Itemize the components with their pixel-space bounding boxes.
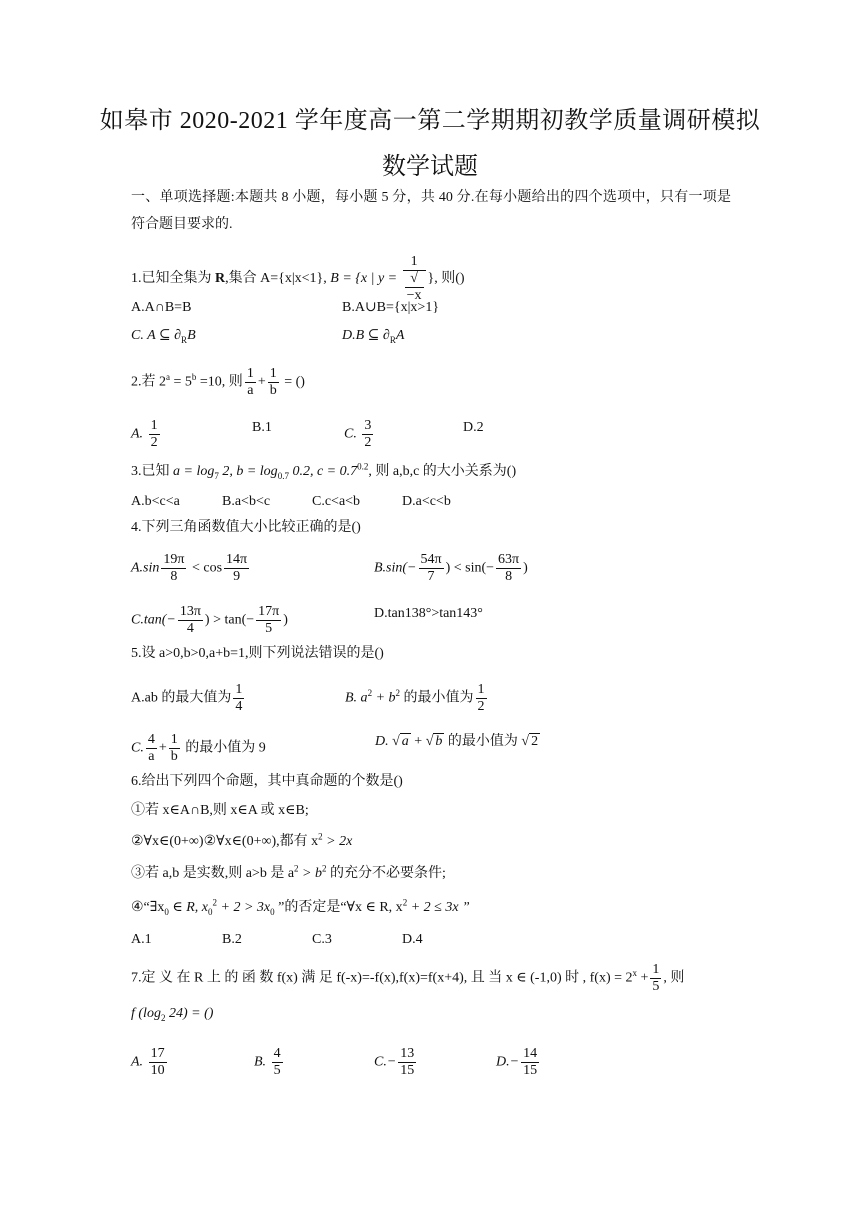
q5-option-a: A.ab 的最大值为 $\frac{1}{4}$ <box>131 682 243 714</box>
q7-option-b: B. $\frac{4}{5}$ <box>254 1046 281 1078</box>
q2-option-b: B.1 <box>252 420 272 435</box>
exam-title: 如皋市 2020-2021 学年度高一第二学期期初教学质量调研模拟 <box>99 108 761 134</box>
q2-fraction-1: $\frac{1}{a}$ <box>246 366 254 398</box>
q4-option-a: A.sin $\frac{19\pi}{8}$ < cos $\frac{14\pi}{9}$ <box>131 552 248 584</box>
q5-option-c: C. $\frac{4}{a}$ + $\frac{1}{b}$ 的最小值为 9 <box>131 732 266 764</box>
q1-option-a: A.A∩B=B <box>131 300 192 315</box>
q5-option-d: D. √ a + √ b 的最小值为 √ 2 <box>375 734 539 749</box>
q4-stem: 4.下列三角函数值大小比较正确的是() <box>131 520 361 535</box>
q1-option-b: B.A∪B={x|x>1} <box>342 300 440 315</box>
q6-proposition-1: ①若 x∈A∩B,则 x∈A 或 x∈B; <box>131 803 309 818</box>
q6-option-c: C.3 <box>312 932 332 947</box>
q2-stem: 2.若 $2^a = 5^b =10$, 则 $\frac{1}{a}$ + $\frac{1}{b}$ = () <box>131 366 305 398</box>
q6-proposition-2: ②∀x∈(0+∞)②∀x∈(0+∞),都有 $x^2 > 2x$ <box>131 831 353 849</box>
q4-option-b: B.sin(− $\frac{54\pi}{7}$ ) < sin(− $\frac{63\pi}{8}$ ) <box>374 552 528 584</box>
q3-option-d: D.a<c<b <box>402 494 451 509</box>
section-intro-line1: 一、单项选择题:本题共 8 小题，每小题 5 分，共 40 分.在每小题给出的四个选项中，只有一项是 <box>131 190 731 205</box>
q2-fraction-2: $\frac{1}{b}$ <box>269 366 277 398</box>
q7-option-a: A. $\frac{17}{10}$ <box>131 1046 165 1078</box>
q4-option-d: D.tan138°>tan143° <box>374 606 483 621</box>
q4-option-c: C.tan(− $\frac{13\pi}{4}$ ) > tan(− $\frac{17\pi}{5}$ ) <box>131 604 288 636</box>
q7-option-d: D.− $\frac{14}{15}$ <box>496 1046 538 1078</box>
q7-option-c: C.− $\frac{13}{15}$ <box>374 1046 415 1078</box>
q2-option-c: C. $\frac{3}{2}$ <box>344 418 372 450</box>
q6-proposition-4: $④“\exists x_0$ ∈ R, $x_0^2 + 2 > 3x_0$ ”的否定是“∀x ∈ R, $x^2 + 2 \le 3x$ ” <box>131 897 470 917</box>
q3-stem: 3.已知 $a = \log_7 2$, $b = \log_{0.7} 0.2$, $c = 0.7^{0.2}$, 则 a,b,c 的大小关系为() <box>131 461 517 481</box>
q1-stem: 1.已知全集为 R,集合 A={x|x<1}, B = {x | y = 1 √ −x }, 则() <box>131 254 465 303</box>
q1-fraction: 1 √ −x <box>403 254 426 304</box>
q7-stem-line2: f ($\log_2$ 24) = () <box>131 1006 214 1023</box>
q6-option-d: D.4 <box>402 932 423 947</box>
q3-option-a: A.b<c<a <box>131 494 180 509</box>
q2-option-d: D.2 <box>463 420 484 435</box>
q1-option-d: D.B ⊆ $\partial_RA$ <box>342 328 405 345</box>
q6-stem: 6.给出下列四个命题，其中真命题的个数是() <box>131 774 403 789</box>
q5-stem: 5.设 a>0,b>0,a+b=1,则下列说法错误的是() <box>131 646 384 661</box>
q5-option-b: B. $a^2 + b^2$ 的最小值为 $\frac{1}{2}$ <box>345 682 485 714</box>
q3-option-c: C.c<a<b <box>312 494 361 509</box>
q6-option-a: A.1 <box>131 932 152 947</box>
exam-subtitle: 数学试题 <box>382 154 478 180</box>
q1-option-c: C. A ⊆ $\partial_RB$ <box>131 328 196 345</box>
q6-proposition-3: ③若 a,b 是实数,则 a>b 是 $a^2 > b^2$ 的充分不必要条件; <box>131 863 446 881</box>
q7-stem: 7.定 义 在 R 上 的 函 数 f(x) 满 足 f(-x)=-f(x),f(x)=f(x+4), 且 当 x ∈ (-1,0) 时 , $f(x) = 2^x$ + $\frac{1}{5}$ , 则 <box>131 962 685 994</box>
q3-option-b: B.a<b<c <box>222 494 271 509</box>
q2-option-a: A. $\frac{1}{2}$ <box>131 418 158 450</box>
section-intro-line2: 符合题目要求的. <box>131 217 233 232</box>
q6-option-b: B.2 <box>222 932 242 947</box>
